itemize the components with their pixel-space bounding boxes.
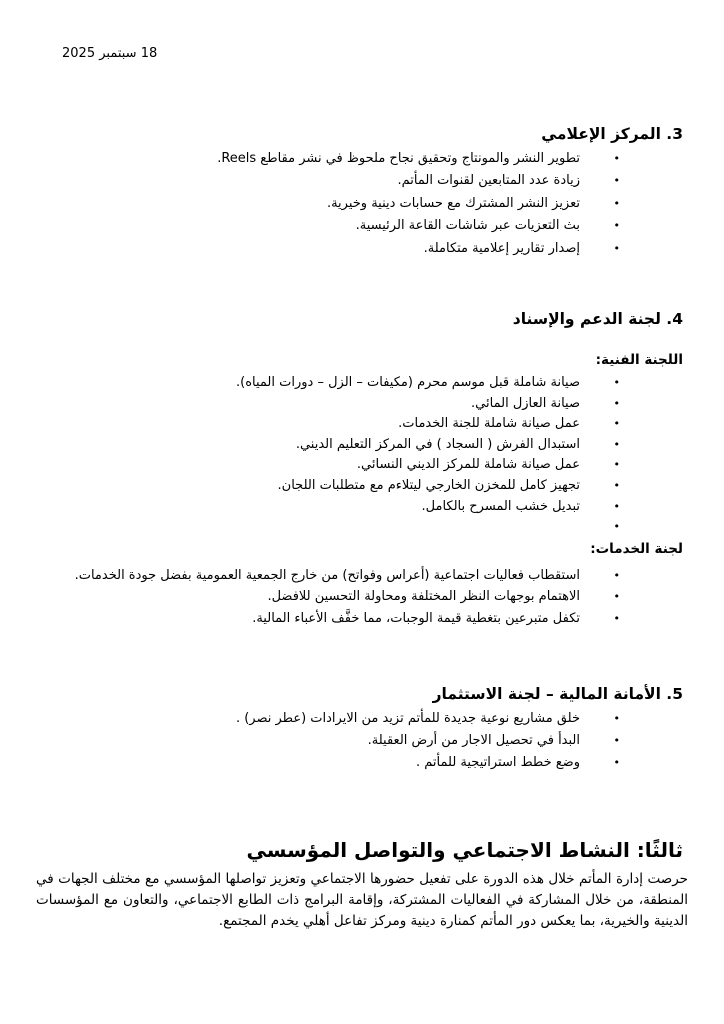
bullet-text: تكفل متبرعين بتغطية قيمة الوجبات، مما خفَّف الأعباء المالية.	[252, 610, 580, 626]
bullet-icon: •	[613, 458, 620, 472]
technical-committee-title: اللجنة الفنية:	[595, 352, 683, 369]
bullet-icon: •	[613, 733, 620, 747]
bullet-icon: •	[613, 711, 620, 725]
list-item	[36, 730, 683, 752]
bullet-text: وضع خطط استراتيجية للمأتم .	[416, 754, 580, 770]
bullet-icon: •	[613, 376, 620, 390]
list-item	[36, 476, 683, 497]
bullet-icon: •	[613, 241, 620, 255]
list-item	[36, 414, 683, 435]
list-item	[36, 455, 683, 476]
bullet-text: الاهتمام بوجهات النظر المختلفة ومحاولة التحسين للافضل.	[267, 589, 580, 605]
bullet-text: استقطاب فعاليات اجتماعية (أعراس وفواتح) من خارج الجمعية العمومية بفضل جودة الخدمات.	[74, 567, 580, 583]
bullet-icon: •	[613, 568, 620, 582]
page-content	[0, 45, 724, 932]
bullet-text: تعزيز النشر المشترك مع حسابات دينية وخيرية.	[326, 195, 580, 211]
bullet-icon: •	[613, 152, 620, 165]
section-3-list	[36, 148, 683, 260]
document-date: 18 سبتمبر 2025	[62, 46, 158, 61]
bullet-icon: •	[613, 755, 620, 769]
closing-paragraph: حرصت إدارة المأتم خلال هذه الدورة على تفعيل حضورها الاجتماعي وتعزيز تواصلها المؤسسي مع مختلف الجهات في المنطقة، من خلال المشاركة في الفعاليات المشتركة، وإقامة البرامج ذات الطابع الاجتماعي، والتعاون مع المؤسسات الدينية والخيرية، بما يعكس دور المأتم كمنارة دينية ومركز تفاعل أهلي يخدم المجتمع.	[36, 870, 688, 929]
bullet-icon: •	[613, 219, 620, 233]
bullet-text: عمل صيانة شاملة للجنة الخدمات.	[398, 416, 580, 432]
bullet-text: صيانة شاملة قبل موسم محرم (مكيفات – الزل – دورات المياه).	[236, 375, 580, 391]
bullet-text: صيانة العازل المائي.	[471, 395, 580, 411]
list-item	[36, 238, 683, 260]
bullet-text: خلق مشاريع نوعية جديدة للمأتم تزيد من الايرادات (عطر نصر) .	[235, 710, 580, 726]
list-item	[36, 608, 683, 630]
bullet-text: زيادة عدد المتابعين لقنوات المأتم.	[397, 173, 580, 189]
section-5-list	[36, 708, 683, 774]
list-item	[36, 708, 683, 730]
bullet-text: تبديل خشب المسرح بالكامل.	[421, 498, 580, 514]
bullet-text	[36, 517, 580, 538]
technical-committee-list	[36, 373, 683, 538]
bullet-icon: •	[613, 520, 620, 534]
list-item-empty	[36, 517, 683, 538]
section-5-title: 5. الأمانة المالية – لجنة الاستثمار	[432, 684, 683, 703]
services-committee-list	[36, 565, 683, 630]
list-item	[36, 435, 683, 456]
bullet-icon: •	[613, 479, 620, 492]
list-item	[36, 394, 683, 415]
list-item	[36, 148, 683, 170]
bullet-icon: •	[613, 590, 620, 604]
bullet-icon: •	[613, 417, 620, 431]
bullet-text: بث التعزيات عبر شاشات القاعة الرئيسية.	[355, 218, 580, 234]
bullet-icon: •	[613, 499, 620, 513]
section-4-title: 4. لجنة الدعم والإسناد	[512, 310, 683, 329]
list-item	[36, 752, 683, 774]
bullet-text: تطوير النشر والمونتاج وتحقيق نجاح ملحوظ في نشر مقاطع Reels.	[217, 151, 580, 166]
bullet-icon: •	[613, 396, 620, 410]
third-section-title: ثالثًا: النشاط الاجتماعي والتواصل المؤسسي	[246, 837, 683, 862]
list-item	[36, 497, 683, 518]
bullet-icon: •	[613, 611, 620, 625]
list-item	[36, 565, 683, 587]
list-item	[36, 586, 683, 608]
bullet-text: إصدار تقارير إعلامية متكاملة.	[423, 240, 580, 256]
services-committee-title: لجنة الخدمات:	[590, 540, 683, 557]
list-item	[36, 193, 683, 215]
bullet-text: استبدال الفرش ( السجاد ) في المركز التعليم الديني.	[295, 436, 580, 452]
list-item	[36, 373, 683, 394]
bullet-text: البدأ في تحصيل الاجار من أرض العقيلة.	[367, 732, 580, 748]
bullet-text: تجهيز كامل للمخزن الخارجي ليتلاءم مع متطلبات اللجان.	[277, 478, 580, 493]
bullet-text: عمل صيانة شاملة للمركز الديني النسائي.	[356, 457, 580, 473]
bullet-icon: •	[613, 196, 620, 210]
bullet-icon: •	[613, 174, 620, 188]
list-item	[36, 170, 683, 192]
section-3-title: 3. المركز الإعلامي	[541, 125, 683, 143]
list-item	[36, 215, 683, 237]
bullet-icon: •	[613, 437, 620, 451]
